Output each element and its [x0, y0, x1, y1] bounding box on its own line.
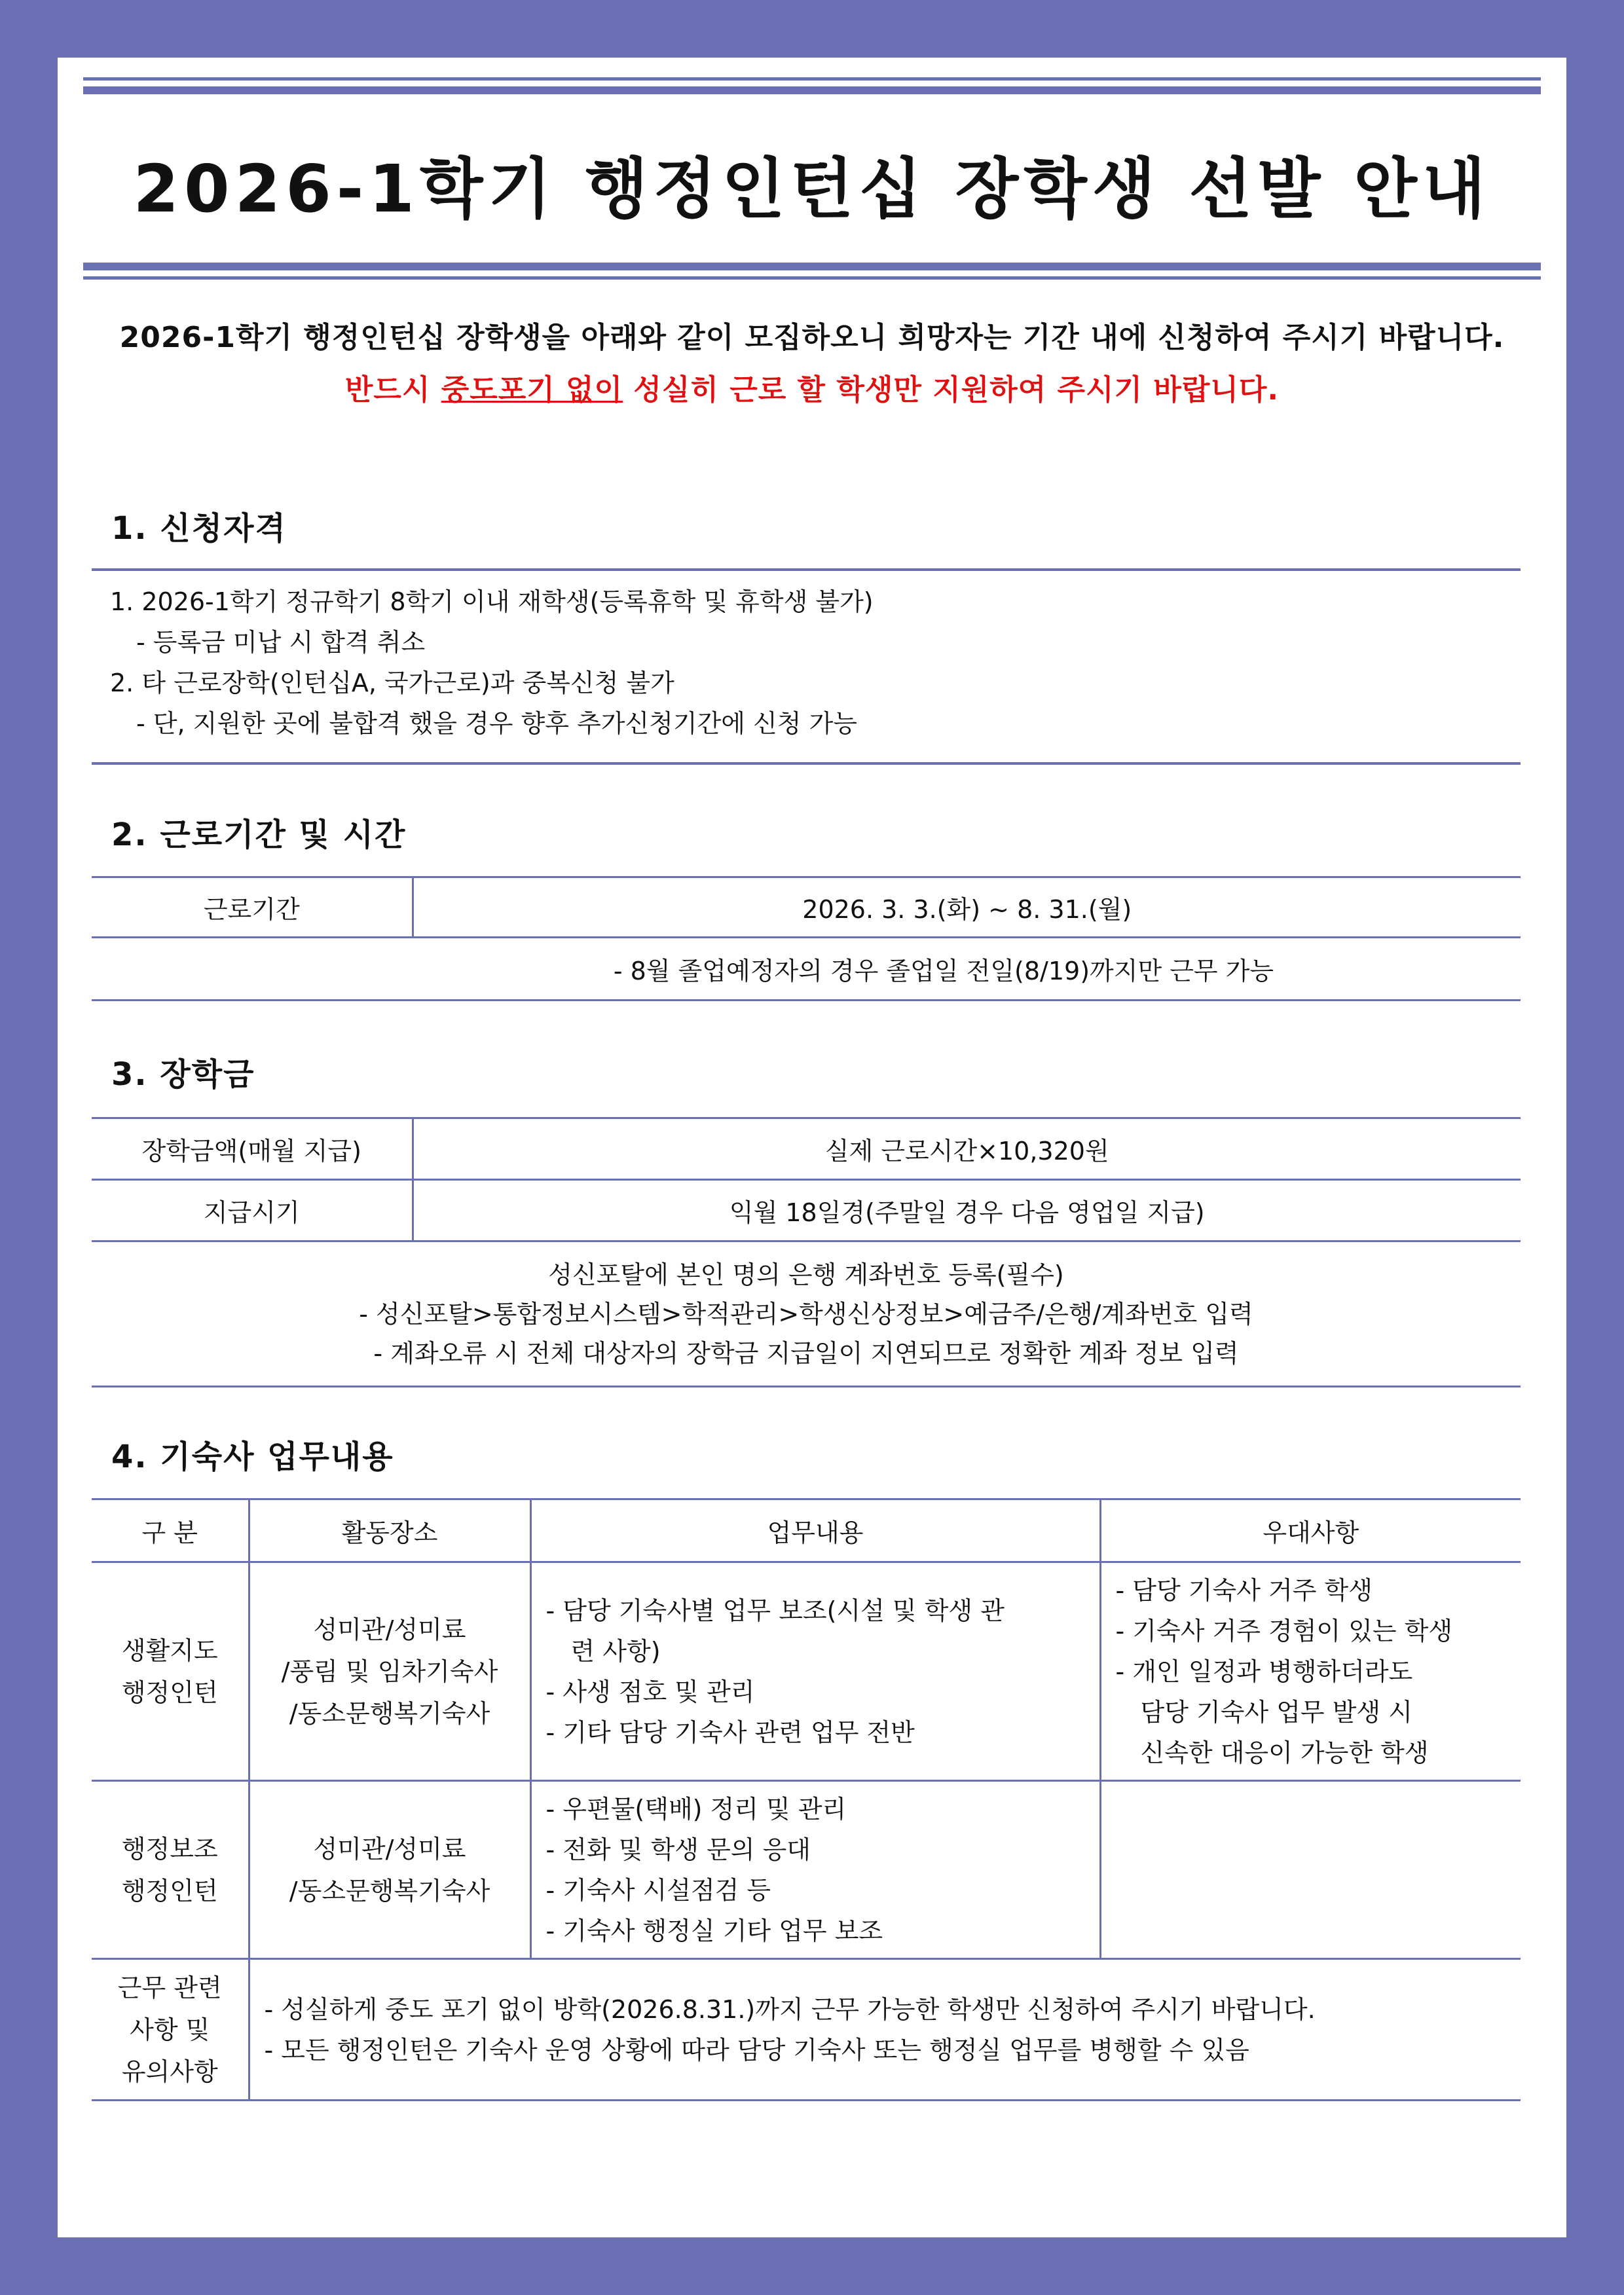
- payment-date-label: 지급시기: [92, 1180, 413, 1241]
- category-line: 근무 관련: [117, 1973, 222, 2002]
- category-line: 행정인턴: [121, 1678, 218, 1707]
- intro-text: [71, 312, 1553, 416]
- scholarship-amount-value: 실제 근로시간×10,320원: [413, 1118, 1521, 1180]
- header-preferences: 우대사항: [1100, 1499, 1521, 1562]
- section-title-dormitory-duties: 4. 기숙사 업무내용: [111, 1439, 394, 1475]
- row-location: [249, 1781, 530, 1959]
- row-preferences-empty: [1100, 1781, 1521, 1959]
- page-title: 2026-1학기 행정인턴십 장학생 선발 안내: [133, 151, 1491, 227]
- work-period-note: - 8월 졸업예정자의 경우 졸업일 전일(8/19)까지만 근무 가능: [92, 938, 1521, 1001]
- row-location: [249, 1562, 530, 1781]
- duty-item: - 담당 기숙사별 업무 보조(시설 및 학생 관: [545, 1596, 1005, 1625]
- section-title-scholarship: 3. 장학금: [111, 1056, 255, 1093]
- intro-line-2-pre: 반드시: [344, 373, 441, 407]
- note-line: - 계좌오류 시 전체 대상자의 장학금 지급일이 지연되므로 정확한 계좌 정보 입력: [373, 1338, 1239, 1368]
- note-line: 성신포탈에 본인 명의 은행 계좌번호 등록(필수): [548, 1260, 1064, 1289]
- header-duties: 업무내용: [530, 1499, 1100, 1562]
- duty-item: 련 사항): [570, 1636, 661, 1666]
- list-item: 1. 2026-1학기 정규학기 8학기 이내 재학생(등록휴학 및 휴학생 불가): [110, 587, 874, 616]
- row-notes: [249, 1959, 1521, 2101]
- scholarship-amount-label: 장학금액(매월 지급): [92, 1118, 413, 1180]
- divider: [92, 762, 1521, 765]
- divider: [92, 568, 1521, 571]
- row-category: [92, 1959, 249, 2101]
- row-duties: [530, 1781, 1100, 1959]
- row-preferences: [1100, 1562, 1521, 1781]
- preference-item: - 개인 일정과 병행하더라도: [1115, 1657, 1413, 1686]
- category-line: 유의사항: [121, 2057, 218, 2086]
- duty-item: - 기숙사 행정실 기타 업무 보조: [545, 1916, 883, 1945]
- duty-item: - 기타 담당 기숙사 관련 업무 전반: [545, 1717, 915, 1747]
- location-line: 성미관/성미료: [313, 1615, 466, 1644]
- intro-line-2-post: 성실히 근로 할 학생만 지원하여 주시기 바랍니다.: [623, 373, 1280, 407]
- intro-line-1: 2026-1학기 행정인턴십 장학생을 아래와 같이 모집하오니 희망자는 기간 내에 신청하여 주시기 바랍니다.: [119, 321, 1505, 354]
- preference-item: 담당 기숙사 업무 발생 시: [1140, 1697, 1412, 1727]
- category-line: 생활지도: [121, 1636, 218, 1665]
- work-period-value: 2026. 3. 3.(화) ~ 8. 31.(월): [413, 877, 1521, 938]
- list-item: - 등록금 미납 시 합격 취소: [136, 628, 426, 657]
- section-title-work-period: 2. 근로기간 및 시간: [111, 817, 407, 853]
- duty-item: - 기숙사 시설점검 등: [545, 1875, 771, 1905]
- note-item: - 성실하게 중도 포기 없이 방학(2026.8.31.)까지 근무 가능한 학생만 신청하여 주시기 바랍니다.: [264, 1994, 1316, 2024]
- preference-item: - 기숙사 거주 경험이 있는 학생: [1115, 1616, 1453, 1645]
- duty-item: - 전화 및 학생 문의 응대: [545, 1835, 811, 1864]
- work-period-table: [92, 876, 1521, 1001]
- location-line: /동소문행복기숙사: [289, 1698, 490, 1728]
- scholarship-table: [92, 1117, 1521, 1387]
- intro-line-2: [71, 364, 1553, 416]
- category-line: 행정인턴: [121, 1876, 218, 1905]
- row-duties: [530, 1562, 1100, 1781]
- note-item: - 모든 행정인턴은 기숙사 운영 상황에 따라 담당 기숙사 또는 행정실 업무를 병행할 수 있음: [264, 2035, 1249, 2065]
- title-rule-bottom: [83, 263, 1541, 280]
- preference-item: 신속한 대응이 가능한 학생: [1140, 1738, 1429, 1767]
- list-item: 2. 타 근로장학(인턴십A, 국가근로)과 중복신청 불가: [110, 669, 674, 697]
- row-category: [92, 1781, 249, 1959]
- duty-item: - 사생 점호 및 관리: [545, 1677, 755, 1706]
- header-category: 구 분: [92, 1499, 249, 1562]
- location-line: /동소문행복기숙사: [289, 1876, 490, 1905]
- note-line: - 성신포탈>통합정보시스템>학적관리>학생신상정보>예금주/은행/계좌번호 입력: [359, 1299, 1253, 1329]
- row-category: [92, 1562, 249, 1781]
- payment-date-value: 익월 18일경(주말일 경우 다음 영업일 지급): [413, 1180, 1521, 1241]
- preference-item: - 담당 기숙사 거주 학생: [1115, 1575, 1373, 1605]
- scholarship-notes: [92, 1241, 1521, 1387]
- list-item: - 단, 지원한 곳에 불합격 했을 경우 향후 추가신청기간에 신청 가능: [136, 709, 857, 738]
- section-title-eligibility: 1. 신청자격: [111, 510, 287, 547]
- header-location: 활동장소: [249, 1499, 530, 1562]
- document-page: [58, 58, 1566, 2237]
- location-line: /풍림 및 임차기숙사: [281, 1657, 498, 1686]
- dormitory-duties-table: [92, 1498, 1521, 2101]
- title-rule-top: [83, 77, 1541, 94]
- category-line: 행정보조: [121, 1834, 218, 1864]
- category-line: 사항 및: [130, 2015, 210, 2044]
- eligibility-list: [110, 581, 874, 744]
- duty-item: - 우편물(택배) 정리 및 관리: [545, 1794, 847, 1824]
- intro-line-2-underlined: 중도포기 없이: [441, 373, 623, 407]
- work-period-label: 근로기간: [92, 877, 413, 938]
- location-line: 성미관/성미료: [313, 1834, 466, 1864]
